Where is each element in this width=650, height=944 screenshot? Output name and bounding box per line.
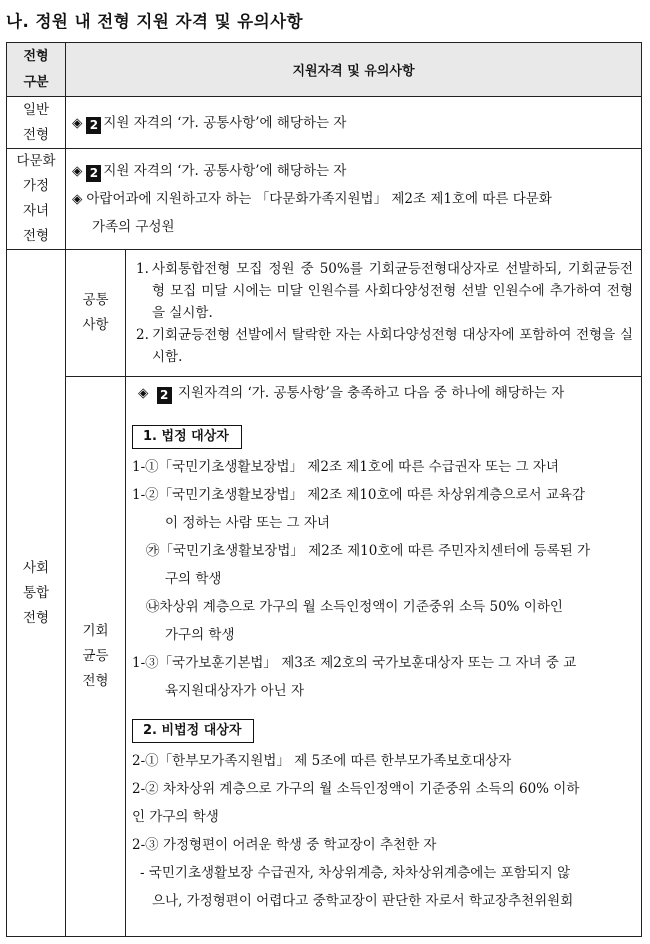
category-multicultural: 다문화 가정 자녀 전형 [7, 149, 66, 250]
eligibility-table [6, 42, 642, 937]
number-2-badge: 2 [157, 387, 172, 404]
multicultural-requirements: ◈ 2 지원 자격의 ‘가. 공통사항’에 해당하는 자 ◈ 아랍어과에 지원하고자 하는 「다문화가족지원법」 제2조 제1호에 따른 다문화 가족의 구성원 [66, 149, 642, 250]
row-social-equal [7, 377, 642, 937]
equal-requirements: ◈ 2 지원자격의 ‘가. 공통사항’을 충족하고 다음 중 하나에 해당하는 자 1. 법정 대상자 1-①「국민기초생활보장법」 제2조 제1호에 따른 수급권자 또는 그 자녀 1-②「국민기초생활보장법」 제2조 제10호에 따른 차상위계층으로서 교육감 이 정하는 사람 또는 그 자녀 ㉮「국민기초생활보장법」 제2조 제10호에 따른 주민자치센터에 등록된 가 구의 학생 ㉯차상위 계층으로 가구의 월 소득인정액이 기준중위 소득 50% 이하인 가구의 학생 1-③「국가보훈기본법」 제3조 제2호의 국가보훈대상자 또는 그 자녀 중 교 육지원대상자가 아닌 자 2. 비법정 대상자 2-①「한부모가족지원법」 제 5조에 따른 한부모가족보호대상자 2-② 차차상위 계층으로 가구의 월 소득인정액이 기준중위 소득의 60% 이하 인 가구의 학생 2-③ 가정형편이 어려운 학생 중 학교장이 추천한 자 - 국민기초생활보장 수급권자, 차상위계층, 차차상위계층에는 포함되지 않 으나, 가정형편이 어렵다고 중학교장이 판단한 자로서 학교장추천위원회 [126, 377, 642, 937]
header-category: 전형 구분 [7, 43, 66, 97]
row-general [7, 97, 642, 149]
diamond-bullet-icon: ◈ [72, 163, 83, 179]
section-label-nonlegal: 2. 비법정 대상자 [132, 719, 254, 743]
table-header-row [7, 43, 642, 97]
general-requirements: ◈ 2 지원 자격의 ‘가. 공통사항’에 해당하는 자 [66, 97, 642, 149]
diamond-bullet-icon: ◈ [72, 114, 83, 131]
list-item: 2. 기회균등전형 선발에서 탈락한 자는 사회다양성전형 대상자에 포함하여 전형을 실시함. [136, 327, 633, 365]
row-social-common [7, 250, 642, 377]
subcategory-equal: 기회 균등 전형 [66, 377, 126, 937]
section-title: 나. 정원 내 전형 지원 자격 및 유의사항 [6, 12, 304, 31]
section-label-legal: 1. 법정 대상자 [132, 425, 242, 449]
row-multicultural [7, 149, 642, 250]
category-general: 일반 전형 [7, 97, 66, 149]
diamond-bullet-icon: ◈ [72, 191, 83, 207]
subcategory-common: 공통 사항 [66, 250, 126, 377]
list-item: 1. 사회통합전형 모집 정원 중 50%를 기회균등전형대상자로 선발하되, 기회균등전형 모집 미달 시에는 미달 인원수를 사회다양성전형 선발 인원수에 추가하여 전형을 실시함. [136, 261, 633, 321]
number-2-badge: 2 [86, 117, 101, 134]
category-social: 사회 통합 전형 [7, 250, 66, 937]
number-2-badge: 2 [86, 165, 101, 182]
common-items-list [126, 250, 642, 377]
header-requirements: 지원자격 및 유의사항 [66, 43, 642, 97]
diamond-bullet-icon: ◈ [138, 385, 149, 401]
